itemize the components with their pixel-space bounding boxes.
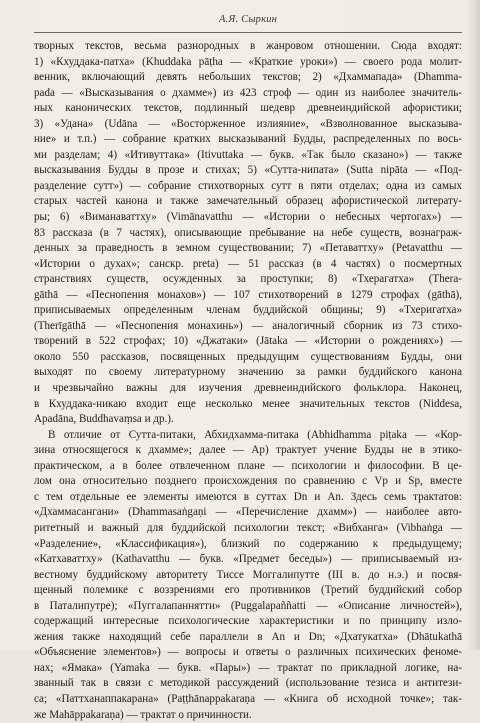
text-line: нах; «Ямака» (Yamaka — букв. «Пары») — трактат по прикладной логике, на- (34, 661, 462, 674)
text-line: В отличие от Сутта-питаки, Абхидхамма-питака (Abhidhamma piṭaka — «Кор- (48, 428, 462, 441)
text-line: содержащий интересные психологические характеристики и по принципу изло- (34, 615, 462, 628)
text-line: в Кхуддака-никаю входит еще несколько менее значительных текстов (Niddesa, (34, 397, 462, 410)
text-line: ние» и т.п.) — собрание кратких высказываний Будды, распределенных по вось- (34, 133, 462, 146)
text-line: 1) «Кхуддака-патха» (Khuddaka pāṭha — «Краткие уроки») — своего рода молит- (34, 55, 462, 68)
text-line: «Объяснение элементов») — вопросы и ответы о различных психических феноме- (34, 646, 462, 659)
running-head: А.Я. Сыркин (218, 14, 278, 25)
body-text (34, 39, 462, 723)
text-line: высказывания Будды в прозе и стихах; 5) «Сутта-нипата» (Sutta nipāta — «Под- (34, 164, 462, 177)
header-rule (34, 32, 462, 33)
text-line: около 550 рассказов, посвященных предыдущим существованиям Будды, они (34, 350, 462, 363)
text-line: практическом, а в более отвлеченном плане — психологии и философии. В це- (34, 459, 462, 472)
text-line: творений в 522 строфах; 10) «Джатаки» (Jātaka — «Истории о рождениях») — (34, 335, 462, 348)
text-line: «Катхаваттху» (Kathavatthu — букв. «Предмет беседы») — приписываемый из- (34, 553, 462, 566)
text-line: выходят по своему литературному значению за рамки буддийского канона (34, 366, 462, 379)
text-line: старых частей канона и также замечательный образец афористической литерату- (34, 195, 462, 208)
text-line: с тем отдельные ее элементы имеются в суттах Dn и An. Здесь семь трактатов: (34, 490, 462, 503)
text-line: и чрезвычайно важны для изучения древнеиндийского фольклора. Наконец, (34, 382, 462, 395)
text-line: денных за праведность в земном существовании; 7) «Петаваттху» (Petavatthu — (34, 242, 462, 255)
text-line: ми разделам; 4) «Итивуттака» (Itivuttaka — букв. «Так было сказано») — также (34, 148, 462, 161)
text-line: в Паталипутре); «Пуггалапаннятти» (Puggalapaññatti — «Описание личностей»), (34, 599, 462, 612)
text-line: «Разделение», «Классификация»), близкий по содержанию к предыдущему; (34, 537, 462, 550)
text-line: Apadāna, Buddhavaṃsa и др.). (34, 413, 174, 426)
text-line: же Mahāppakaraṇa) — трактат о причинности. (34, 708, 252, 721)
text-line: 83 рассказа (в 7 частях), описывающие пребывание на небе существ, вознаграж- (34, 226, 462, 239)
text-line: вестному буддийскому авторитету Тиссе Моггалипутте (III в. до н.э.) и посвя- (34, 568, 462, 581)
text-line: жения также находящий себе параллели в An и Dn; «Дхатукатха» (Dhātukathā (34, 630, 462, 643)
text-line: pada — «Высказывания о дхамме») из 423 строф — один из наиболее значитель- (34, 86, 462, 99)
text-line: зина относящегося к дхамме»; далее — Ар) трактует учение Будды не в этико- (34, 444, 462, 457)
text-line: творных текстов, весьма разнородных в жанровом отношении. Сюда входят: (34, 40, 462, 52)
text-line: ры; 6) «Виманаваттху» (Vimānavatthu — «Истории о небесных чертогах») — (34, 211, 462, 224)
text-line: са; «Паттханаппакарана» (Paṭṭhānappakaraṇa — «Книга об исходной точке»; так- (34, 692, 462, 705)
text-line: щенный полемике с воззрениями его противников (Третий буддийский собор (34, 584, 462, 597)
text-line: лом она относительно позднего происхождения по сравнению с Vp и Sp, вместе (34, 475, 462, 488)
spine-shadow (466, 0, 480, 650)
text-line: 3) «Удана» (Udāna — «Восторженное излияние», «Взволнованное высказыва- (34, 117, 462, 130)
text-line: разделение сутт») — собрание стихотворных сутт в пяти отделах; одна из самых (34, 179, 462, 192)
text-line: ритетный и важный для буддийской психологии текст; «Вибханга» (Vibhaṅga — (34, 521, 462, 534)
text-line: странствиях существ, осужденных за проступки; 8) «Тхерагатха» (Thera- (34, 273, 462, 286)
text-line: gāthā — «Песнопения монахов») — 107 стихотворений в 1279 строфах (gāthā), (34, 288, 462, 301)
text-line: (Therīgāthā — «Песнопения монахинь») — аналогичный сборник из 73 стихо- (34, 319, 462, 332)
text-line: «Истории о духах»; санскр. preta) — 51 рассказ (в 4 частях) о посмертных (34, 257, 462, 270)
text-line: ных канонических текстов, подлинный шедевр древнеиндийской афористики; (34, 102, 462, 115)
text-line: званный так в связи с методикой рассуждений (использование тезиса и антитези- (34, 677, 462, 690)
text-line: венник, включающий девять небольших текстов; 2) «Дхаммапада» (Dhamma- (34, 71, 462, 84)
text-line: приписываемых определенным членам буддийской общины; 9) «Тхеригатха» (34, 304, 462, 317)
text-line: «Дхаммасангани» (Dhammasaṅgaṇi — «Перечисление дхамм») — наиболее авто- (34, 506, 462, 519)
